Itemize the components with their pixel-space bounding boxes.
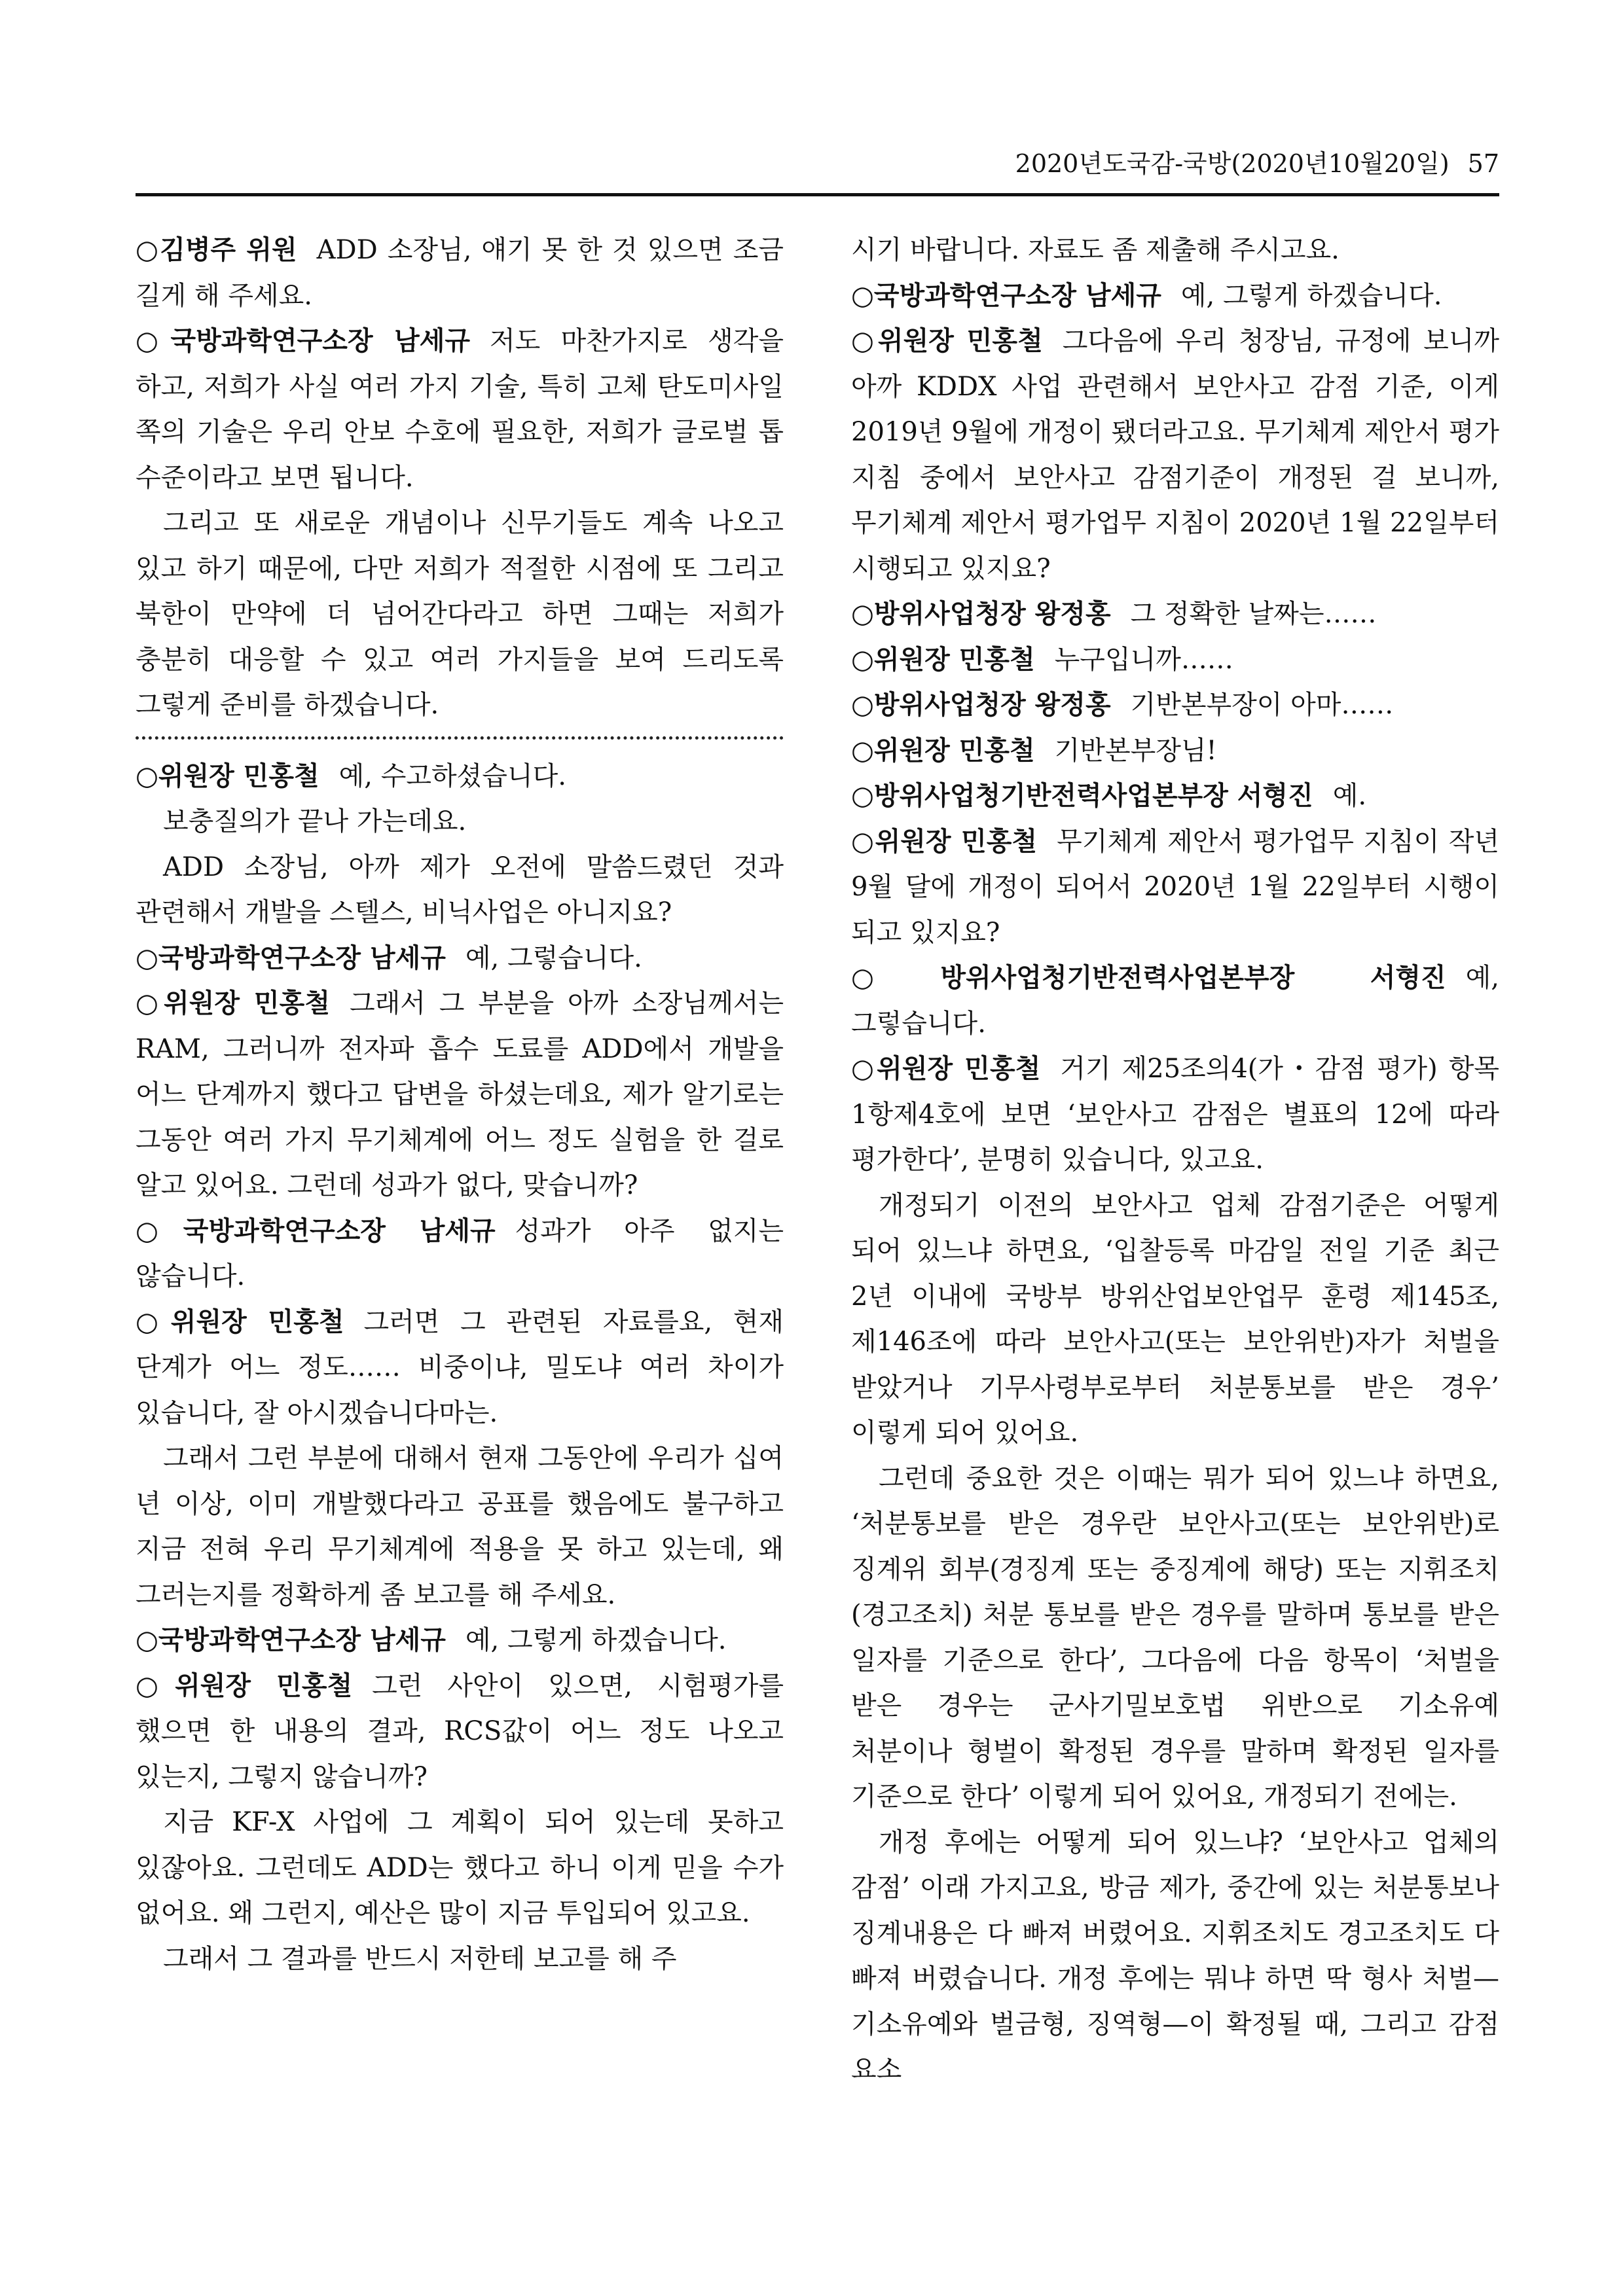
speech-paragraph [136,319,784,501]
speaker-name: ○방위사업청기반전력사업본부장 서형진 [851,963,1446,993]
speech-text: 거기 제25조의4(가・감점 평가) 항목 1항제4호에 보면 ‘보안사고 감점은 별표의 12에 따라 평가한다’, 분명히 있습니다, 있고요. [851,1054,1500,1175]
continuation-paragraph [136,1436,784,1618]
speech-text: 그래서 그런 부분에 대해서 현재 그동안에 우리가 십여 년 이상, 이미 개발했다라고 공표를 했음에도 불구하고 지금 전혀 우리 무기체계에 적용을 못 하고 있는데, 왜 그러는지를 정확하게 좀 보고를 해 주세요. [136,1443,784,1610]
speech-paragraph [851,956,1499,1047]
speech-text: 그리고 또 새로운 개념이나 신무기들도 계속 나오고 있고 하기 때문에, 다만 저희가 적절한 시점에 또 그리고 북한이 만약에 더 넘어간다라고 하면 그때는 저희가 충분히 대응할 수 있고 여러 가지들을 보여 드리도록 그렇게 준비를 하겠습니다. [136,508,784,720]
right-column [851,228,1499,2093]
header-title: 2020년도국감-국방(2020년10월20일) [1015,149,1450,178]
speaker-name: ○방위사업청장 왕정홍 [851,690,1111,720]
speaker-name: ○국방과학연구소장 남세규 [136,1215,496,1246]
speech-text: 저도 마찬가지로 생각을 하고, 저희가 사실 여러 가지 기술, 특히 고체 탄도미사일 쪽의 기술은 우리 안보 수호에 필요한, 저희가 글로벌 톱 수준이라고 보면 됩니다. [136,326,784,493]
speech-paragraph [136,936,784,982]
continuation-paragraph [136,845,784,936]
speech-paragraph [851,819,1499,956]
speech-text: 지금 KF-X 사업에 그 계획이 되어 있는데 못하고 있잖아요. 그런데도 ADD는 했다고 하니 이게 믿을 수가 없어요. 왜 그런지, 예산은 많이 지금 투입되어 있고요. [136,1807,784,1928]
speaker-name: ○방위사업청기반전력사업본부장 서형진 [851,781,1313,811]
speech-text: 예, 수고하셨습니다. [338,761,566,791]
speaker-name: ○위원장 민홍철 [851,735,1035,766]
continuation-paragraph [851,1820,1499,2093]
speech-text: 보충질의가 끝나 가는데요. [163,806,467,836]
speech-paragraph [851,319,1499,592]
speech-text: 예, 그렇게 하겠습니다. [465,1625,727,1655]
speech-text: 개정되기 이전의 보안사고 업체 감점기준은 어떻게 되어 있느냐 하면요, ‘입찰등록 마감일 전일 기준 최근 2년 이내에 국방부 방위산업보안업무 훈령 제145조, 제146조에 따라 보안사고(또는 보안위반)자가 처벌을 받았거나 기무사령부로부터 처분통보를 받은 경우’ 이렇게 되어 있어요. [851,1190,1499,1448]
speech-text: ADD 소장님, 아까 제가 오전에 말씀드렸던 것과 관련해서 개발을 스텔스, 비닉사업은 아니지요? [136,852,784,927]
speech-paragraph [136,754,784,800]
continuation-paragraph [851,228,1499,274]
speech-paragraph [851,774,1499,819]
speaker-name: ○위원장 민홍철 [851,1054,1041,1084]
speaker-name: ○위원장 민홍철 [851,826,1038,857]
speaker-name: ○위원장 민홍철 [851,644,1035,675]
speech-paragraph [136,1664,784,1801]
speech-paragraph [851,592,1499,637]
speech-paragraph [851,728,1499,774]
dotted-separator [136,736,784,740]
speech-text: ADD 소장님, 얘기 못 한 것 있으면 조금 길게 해 주세요. [136,235,784,311]
speaker-name: ○국방과학연구소장 남세규 [136,1625,446,1655]
speech-text: 그래서 그 부분을 아까 소장님께서는 RAM, 그러니까 전자파 흡수 도료를 ADD에서 개발을 어느 단계까지 했다고 답변을 하셨는데요, 제가 알기로는 그동안 여러 가지 무기체계에 어느 정도 실험을 한 걸로 알고 있어요. 그런데 성과가 없다, 맞습니까? [136,988,784,1200]
speech-paragraph [136,1618,784,1664]
speech-paragraph [851,274,1499,319]
speech-text: 예, 그렇습니다. [465,942,642,973]
speech-paragraph [136,228,784,319]
speaker-name: ○위원장 민홍철 [136,988,330,1018]
continuation-paragraph [136,1800,784,1937]
speech-text: 그런 사안이 있으면, 시험평가를 했으면 한 내용의 결과, RCS값이 어느 정도 나오고 있는지, 그렇지 않습니까? [136,1670,784,1792]
speech-paragraph [136,1209,784,1300]
speech-paragraph [136,981,784,1209]
speech-text: 기반본부장이 아마…… [1130,690,1394,720]
header-rule [136,193,1499,196]
speaker-name: ○위원장 민홍철 [136,1670,353,1701]
continuation-paragraph [136,799,784,845]
speech-text: 그 정확한 날짜는…… [1130,599,1377,629]
speech-paragraph [851,637,1499,683]
continuation-paragraph [136,501,784,728]
speech-text: 기반본부장님! [1054,735,1217,766]
speaker-name: ○국방과학연구소장 남세규 [851,280,1161,311]
speech-text: 누구입니까…… [1054,644,1233,675]
speaker-name: ○위원장 민홍철 [851,326,1043,356]
speaker-name: ○방위사업청장 왕정홍 [851,599,1111,629]
speech-text: 그다음에 우리 청장님, 규정에 보니까 아까 KDDX 사업 관련해서 보안사고 감점 기준, 이게 2019년 9월에 개정이 됐더라고요. 무기체계 제안서 평가 지침 중에서 보안사고 감점기준이 개정된 걸 보니까, 무기체계 제안서 평가업무 지침이 2020년 1월 22일부터 시행되고 있지요? [851,326,1499,584]
left-column [136,228,784,1982]
running-header [136,147,1499,180]
speech-text: 개정 후에는 어떻게 되어 있느냐? ‘보안사고 업체의 감점’ 이래 가지고요, 방금 제가, 중간에 있는 처분통보나 징계내용은 다 빠져 버렸어요. 지휘조치도 경고조치도 다 빠져 버렸습니다. 개정 후에는 뭐냐 하면 딱 형사 처벌—기소유예와 벌금형, 징역형—이 확정될 때, 그리고 감점 요소 [851,1827,1499,2085]
speech-text: 그러면 그 관련된 자료를요, 현재 단계가 어느 정도…… 비중이냐, 밀도냐 여러 차이가 있습니다, 잘 아시겠습니다마는. [136,1306,784,1428]
speaker-name: ○국방과학연구소장 남세규 [136,326,471,356]
speech-text: 예, 그렇게 하겠습니다. [1180,280,1442,311]
continuation-paragraph [851,1456,1499,1820]
speech-paragraph [136,1300,784,1437]
speaker-name: ○위원장 민홍철 [136,1306,344,1337]
speech-text: 예. [1332,781,1367,811]
speech-paragraph [851,1047,1499,1183]
continuation-paragraph [136,1937,784,1982]
speech-text: 성과가 아주 없지는 않습니다. [136,1215,784,1291]
continuation-paragraph [851,1183,1499,1456]
speaker-name: ○위원장 민홍철 [136,761,319,791]
speaker-name: ○국방과학연구소장 남세규 [136,942,446,973]
speech-text: 무기체계 제안서 평가업무 지침이 작년 9월 달에 개정이 되어서 2020년 1월 22일부터 시행이 되고 있지요? [851,826,1499,948]
speech-text: 그래서 그 결과를 반드시 저한테 보고를 해 주 [163,1943,677,1974]
speech-text: 그런데 중요한 것은 이때는 뭐가 되어 있느냐 하면요, ‘처분통보를 받은 경우란 보안사고(또는 보안위반)로 징계위 회부(경징계 또는 중징계에 해당) 또는 지휘조치(경고조치) 처분 통보를 받은 경우를 말하며 통보를 받은 일자를 기준으로 한다’, 그다음에 다음 항목이 ‘처벌을 받은 경우는 군사기밀보호법 위반으로 기소유예 처분이나 형벌이 확정된 경우를 말하며 확정된 일자를 기준으로 한다’ 이렇게 되어 있어요, 개정되기 전에는. [851,1463,1499,1812]
speech-text: 예, 그렇습니다. [851,963,1499,1039]
speaker-name: ○김병주 위원 [136,235,297,265]
page-number: 57 [1467,149,1499,178]
speech-paragraph [851,683,1499,728]
speech-text: 시기 바랍니다. 자료도 좀 제출해 주시고요. [851,235,1340,265]
